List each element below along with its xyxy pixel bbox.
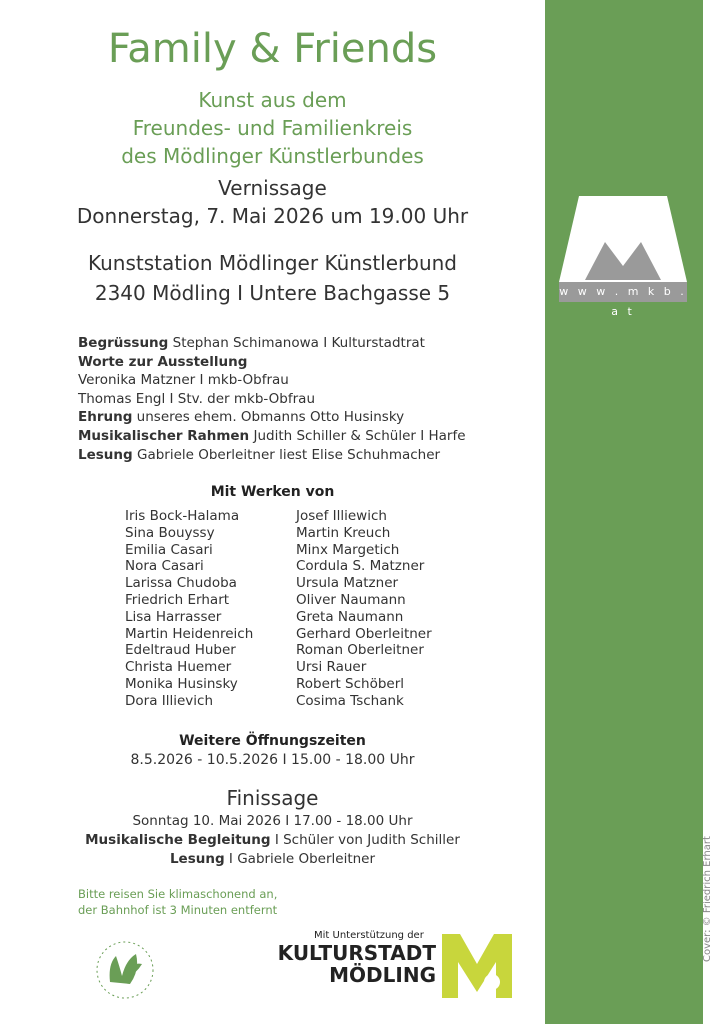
program-line: Lesung Gabriele Oberleitner liest Elise Schuhmacher [78, 446, 441, 463]
artist-name: Sina Bouyssy [125, 524, 215, 541]
program-line: Worte zur Ausstellung [78, 353, 248, 370]
green-sidebar [545, 0, 703, 1024]
opening-title: Weitere Öffnungszeiten [179, 733, 366, 749]
artist-name: Ursula Matzner [296, 575, 399, 592]
artist-name: Minx Margetich [296, 541, 400, 558]
mkb-url[interactable]: w w w . m k b . a t [559, 282, 687, 302]
kulturstadt-logo [266, 930, 516, 1000]
artist-name: Monika Husinsky [125, 675, 238, 692]
program-line: Musikalischer Rahmen Judith Schiller & Schüler I Harfe [78, 427, 466, 444]
program-line: Thomas Engl I Stv. der mkb-Obfrau [78, 390, 315, 407]
artist-name: Martin Kreuch [296, 524, 391, 541]
artist-column-2 [296, 508, 432, 710]
mkb-logo [559, 196, 687, 318]
vernissage [0, 174, 545, 230]
subtitle-line: des Mödlinger Künstlerbundes [121, 144, 424, 168]
subtitle [0, 86, 545, 170]
artist-name: Ursi Rauer [296, 659, 367, 676]
works-title: Mit Werken von [210, 484, 335, 500]
vernissage-label: Vernissage [218, 176, 327, 200]
artist-name: Lisa Harrasser [125, 608, 222, 625]
artist-name: Nora Casari [125, 558, 204, 575]
kulturstadt-name: KULTURSTADT MÖDLING [277, 941, 436, 987]
klimaschonend-logo [70, 924, 180, 1016]
artist-name: Greta Naumann [296, 608, 404, 625]
subtitle-line: Freundes- und Familienkreis [132, 116, 413, 140]
artist-column-1 [125, 508, 253, 710]
artist-name: Gerhard Oberleitner [296, 625, 432, 642]
venue-address: 2340 Mödling I Untere Bachgasse 5 [94, 281, 451, 305]
subtitle-line: Kunst aus dem [198, 88, 347, 112]
page-title: Family & Friends [107, 26, 438, 72]
venue-name: Kunststation Mödlinger Künstlerbund [87, 251, 458, 275]
finissage-details [0, 812, 545, 869]
finissage-title: Finissage [226, 786, 319, 810]
cover-credit: Cover: © Friedrich Erhart [702, 836, 713, 962]
program-line: Begrüssung Stephan Schimanowa I Kulturstadtrat [78, 335, 425, 351]
hands-leaf-icon [70, 924, 180, 1016]
artist-name: Josef Illiewich [296, 508, 387, 524]
artist-name: Emilia Casari [125, 541, 213, 558]
finissage-date: Sonntag 10. Mai 2026 I 17.00 - 18.00 Uhr [132, 813, 413, 829]
artist-name: Oliver Naumann [296, 591, 406, 608]
venue [0, 248, 545, 308]
artist-name: Larissa Chudoba [125, 575, 237, 592]
artist-name: Dora Illievich [125, 692, 214, 709]
program-line: Ehrung unseres ehem. Obmanns Otto Husinsky [78, 409, 405, 426]
program-line: Veronika Matzner I mkb-Obfrau [78, 372, 289, 389]
artist-name: Robert Schöberl [296, 675, 405, 692]
finissage-reading: Lesung I Gabriele Oberleitner [169, 851, 376, 867]
kulturstadt-m-icon [442, 934, 512, 998]
support-label: Mit Unterstützung der [314, 930, 424, 941]
mkb-m-icon [559, 196, 687, 284]
finissage-music: Musikalische Begleitung I Schüler von Judith Schiller [85, 832, 460, 848]
artist-name: Roman Oberleitner [296, 642, 424, 659]
artist-name: Cordula S. Matzner [296, 558, 425, 575]
artist-name: Edeltraud Huber [125, 642, 236, 659]
artist-name: Cosima Tschank [296, 692, 404, 709]
artist-name: Friedrich Erhart [125, 591, 230, 608]
artist-name: Christa Huemer [125, 659, 232, 676]
artist-name: Martin Heidenreich [125, 625, 254, 642]
vernissage-date: Donnerstag, 7. Mai 2026 um 19.00 Uhr [76, 204, 469, 228]
climate-note: Bitte reisen Sie klimaschonend an, der Bahnhof ist 3 Minuten entfernt [78, 887, 278, 917]
artist-name: Iris Bock-Halama [125, 508, 240, 524]
program-list [78, 334, 466, 464]
opening-times: 8.5.2026 - 10.5.2026 I 15.00 - 18.00 Uhr [130, 752, 415, 768]
